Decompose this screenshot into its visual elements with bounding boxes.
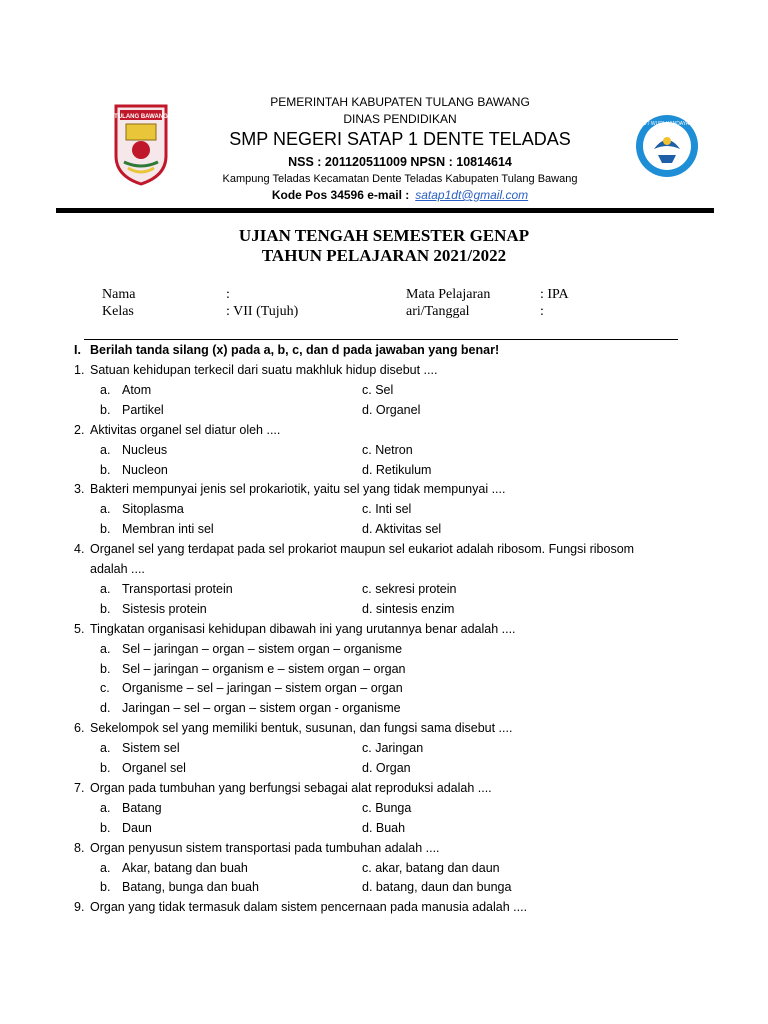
option-text: Nucleon	[122, 462, 168, 477]
question-number: 7.	[74, 780, 85, 795]
option-text-right: c. akar, batang dan daun	[362, 860, 500, 875]
option-letter: a.	[100, 800, 111, 815]
tanggal-label: ari/Tanggal	[406, 304, 470, 319]
option-text-right: d. Buah	[362, 820, 406, 835]
kelas-label: Kelas	[102, 304, 134, 319]
logo-left-text: TULANG BAWANG	[114, 114, 168, 120]
option-letter: a.	[100, 641, 111, 656]
option-text-right: c. Netron	[362, 442, 413, 457]
department-name: DINAS PENDIDIKAN	[343, 112, 457, 126]
school-ids: NSS : 201120511009 NPSN : 10814614	[288, 155, 512, 169]
option-text: Sistesis protein	[122, 601, 207, 616]
question-number: 3.	[74, 482, 85, 497]
nama-label: Nama	[102, 287, 136, 302]
gov-name: PEMERINTAH KABUPATEN TULANG BAWANG	[270, 95, 530, 109]
option-text: Batang, bunga dan buah	[122, 880, 259, 895]
section-instruction: Berilah tanda silang (x) pada a, b, c, dan d pada jawaban yang benar!	[90, 343, 500, 357]
question-text-continued: adalah ....	[90, 562, 145, 576]
option-letter: a.	[100, 382, 111, 397]
info-divider	[84, 339, 678, 340]
option-text-right: d. Aktivitas sel	[362, 522, 442, 537]
question-text: Organ penyusun sistem transportasi pada tumbuhan adalah ....	[90, 840, 440, 855]
question-number: 8.	[74, 840, 85, 855]
option-text: Batang	[122, 800, 162, 815]
option-letter: b.	[100, 661, 111, 676]
nama-value: :	[226, 287, 230, 302]
option-text: Sel – jaringan – organ – sistem organ – organisme	[122, 641, 403, 656]
option-letter: b.	[100, 880, 111, 895]
option-text: Atom	[122, 382, 152, 397]
option-letter: b.	[100, 462, 111, 477]
question-text: Aktivitas organel sel diatur oleh ....	[90, 422, 281, 437]
option-text-right: d. Organ	[362, 761, 411, 775]
question-text: Organ pada tumbuhan yang berfungsi sebagai alat reproduksi adalah ....	[90, 780, 492, 795]
postal-label: Kode Pos 34596 e-mail :	[271, 188, 410, 202]
option-text-right: d. Retikulum	[362, 462, 432, 477]
question-text: Organ yang tidak termasuk dalam sistem pencernaan pada manusia adalah ....	[90, 900, 528, 915]
question-text: Tingkatan organisasi kehidupan dibawah ini yang urutannya benar adalah ....	[90, 621, 516, 636]
option-text-right: d. Organel	[362, 402, 421, 417]
question-number: 4.	[74, 542, 85, 557]
exam-title: UJIAN TENGAH SEMESTER GENAP	[238, 226, 530, 245]
option-text: Daun	[122, 820, 152, 835]
option-text: Sistem sel	[122, 741, 180, 756]
logo-right-text: TUT WURI HANDAYANI	[639, 121, 695, 127]
option-letter: a.	[100, 860, 111, 875]
option-letter: a.	[100, 442, 111, 457]
option-letter: b.	[100, 820, 111, 835]
option-text: Organel sel	[122, 761, 186, 775]
exam-year: TAHUN PELAJARAN 2021/2022	[261, 246, 507, 265]
option-text-right: c. Inti sel	[362, 502, 412, 517]
mapel-label: Mata Pelajaran	[406, 287, 491, 302]
question-text: Organel sel yang terdapat pada sel prokariot maupun sel eukariot adalah ribosom. Fungsi ribosom	[90, 542, 635, 557]
option-letter: d.	[100, 701, 111, 716]
option-letter: b.	[100, 402, 111, 417]
question-number: 5.	[74, 621, 85, 636]
option-text-right: d. batang, daun dan bunga	[362, 880, 512, 895]
question-text: Sekelompok sel yang memiliki bentuk, susunan, dan fungsi sama disebut ....	[90, 721, 513, 736]
option-letter: b.	[100, 761, 111, 775]
question-number: 9.	[74, 900, 85, 915]
email-link[interactable]: satap1dt@gmail.com	[415, 188, 529, 202]
option-text-right: c. Bunga	[362, 800, 412, 815]
option-text-right: d. sintesis enzim	[362, 601, 455, 616]
mapel-value: : IPA	[540, 287, 569, 302]
option-text: Sel – jaringan – organism e – sistem organ – organ	[122, 661, 406, 676]
option-text: Partikel	[122, 402, 164, 417]
header-divider	[56, 208, 714, 213]
tut-wuri-handayani-logo	[634, 113, 700, 179]
option-text: Membran inti sel	[122, 522, 214, 537]
option-letter: c.	[100, 681, 110, 696]
kelas-value: : VII (Tujuh)	[226, 304, 299, 319]
school-address: Kampung Teladas Kecamatan Dente Teladas Kabupaten Tulang Bawang	[222, 173, 578, 185]
option-text: Organisme – sel – jaringan – sistem organ – organ	[122, 681, 403, 696]
option-letter: a.	[100, 581, 111, 596]
tulang-bawang-logo	[112, 104, 170, 186]
option-text: Transportasi protein	[122, 581, 233, 596]
option-text: Sitoplasma	[122, 502, 184, 517]
option-text: Akar, batang dan buah	[122, 860, 248, 875]
section-number: I.	[74, 343, 81, 357]
postal-line	[170, 188, 630, 202]
question-number: 6.	[74, 721, 85, 736]
option-letter: a.	[100, 741, 111, 756]
question-text: Bakteri mempunyai jenis sel prokariotik, yaitu sel yang tidak mempunyai ....	[90, 482, 506, 497]
question-number: 2.	[74, 422, 85, 437]
school-name: SMP NEGERI SATAP 1 DENTE TELADAS	[229, 129, 571, 149]
option-letter: a.	[100, 502, 111, 517]
option-letter: b.	[100, 601, 111, 616]
option-letter: b.	[100, 522, 111, 537]
option-text-right: c. sekresi protein	[362, 581, 457, 596]
option-text-right: c. Jaringan	[362, 741, 424, 756]
option-text: Nucleus	[122, 442, 168, 457]
option-text: Jaringan – sel – organ – sistem organ - organisme	[122, 701, 401, 716]
question-number: 1.	[74, 363, 85, 377]
tanggal-value: :	[540, 304, 544, 319]
question-text: Satuan kehidupan terkecil dari suatu makhluk hidup disebut ....	[90, 363, 438, 377]
option-text-right: c. Sel	[362, 382, 394, 397]
